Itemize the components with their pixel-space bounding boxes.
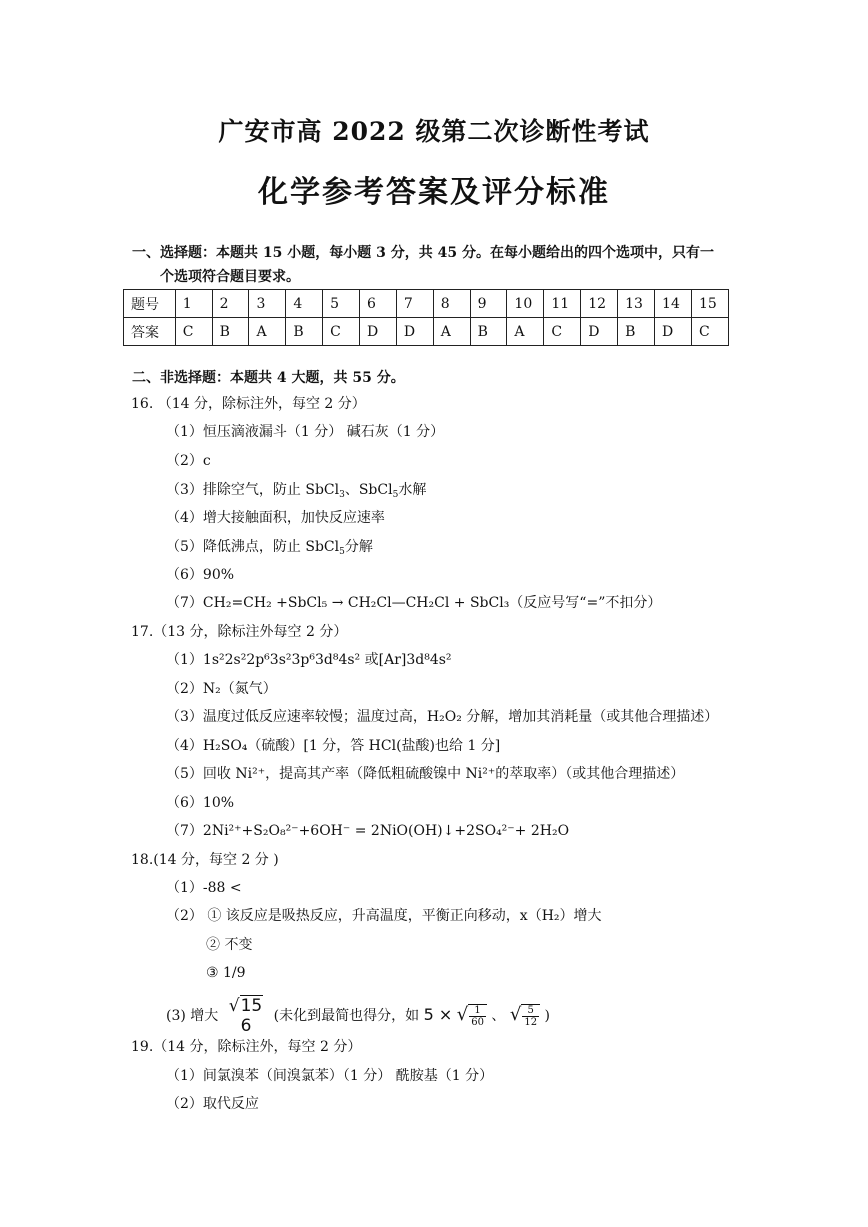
q18-answer-2-2: ② 不变 bbox=[206, 937, 253, 953]
q18-a3-label: (3) 增大 bbox=[166, 1008, 219, 1024]
section2-heading: 二、非选择题：本题共 4 大题，共 55 分。 bbox=[132, 370, 405, 386]
answer-cell: B bbox=[212, 318, 249, 346]
q19-heading: 19.（14 分，除标注外，每空 2 分） bbox=[131, 1039, 362, 1055]
q18-a3-note: (未化到最简也得分，如 bbox=[273, 1008, 420, 1024]
row-label-number: 题号 bbox=[124, 290, 176, 318]
q16-answer-6: （6）90% bbox=[166, 567, 235, 583]
fraction-denominator: 6 bbox=[240, 1016, 252, 1036]
q16-a3-text: 水解 bbox=[398, 482, 427, 498]
answer-cell: D bbox=[396, 318, 433, 346]
answer-table bbox=[123, 289, 729, 346]
answer-cell: C bbox=[323, 318, 360, 346]
section1-heading-line1: 一、选择题：本题共 15 小题，每小题 3 分，共 45 分。在每小题给出的四个选项中，只有一 bbox=[132, 245, 714, 261]
q17-heading: 17.（13 分，除标注外每空 2 分） bbox=[131, 624, 348, 640]
q16-a3-text: （3）排除空气，防止 SbCl bbox=[166, 482, 340, 498]
document-subtitle: 化学参考答案及评分标准 bbox=[258, 175, 610, 210]
q17-answer-5: （5）回收 Ni²⁺，提高其产率（降低粗硫酸镍中 Ni²⁺的萃取率）（或其他合理描述） bbox=[166, 766, 685, 782]
q16-heading: 16. （14 分，除标注外，每空 2 分） bbox=[131, 396, 366, 412]
question-number: 4 bbox=[286, 290, 323, 318]
separator: 、 bbox=[491, 1008, 506, 1024]
fraction-denominator: 60 bbox=[471, 1017, 484, 1028]
radicand: 15 bbox=[240, 996, 263, 1016]
question-number: 7 bbox=[396, 290, 433, 318]
answer-cell: B bbox=[286, 318, 323, 346]
q17-answer-7: （7）2Ni²⁺+S₂O₈²⁻+6OH⁻ = 2NiO(OH)↓+2SO₄²⁻+ 2H₂O bbox=[166, 823, 570, 839]
question-number: 12 bbox=[581, 290, 618, 318]
small-fraction bbox=[521, 1004, 540, 1028]
question-number: 6 bbox=[360, 290, 397, 318]
exam-title: 广安市高 2022 级第二次诊断性考试 bbox=[218, 117, 650, 146]
answer-cell: A bbox=[433, 318, 470, 346]
q19-answer-1: （1）间氯溴苯（间溴氯苯）（1 分） 酰胺基（1 分） bbox=[166, 1068, 494, 1084]
question-number: 8 bbox=[433, 290, 470, 318]
question-number: 3 bbox=[249, 290, 286, 318]
subscript: 5 bbox=[339, 547, 345, 557]
sqrt-fraction bbox=[229, 996, 263, 1036]
answer-cell: C bbox=[544, 318, 581, 346]
q18-answer-2-3: ③ 1/9 bbox=[206, 965, 246, 981]
q17-answer-4: （4）H₂SO₄（硫酸）[1 分，答 HCl(盐酸)也给 1 分] bbox=[166, 738, 501, 754]
q16-answer-5 bbox=[166, 537, 373, 562]
q18-answer-3 bbox=[166, 990, 550, 1040]
question-number: 10 bbox=[507, 290, 544, 318]
answer-cell: D bbox=[360, 318, 397, 346]
q17-answer-2: （2）N₂（氮气） bbox=[166, 681, 277, 697]
table-row-answers bbox=[124, 318, 729, 346]
q17-answer-6: （6）10% bbox=[166, 795, 235, 811]
fraction-numerator: 5 bbox=[522, 1005, 539, 1017]
q19-answer-2: （2）取代反应 bbox=[166, 1096, 259, 1112]
q18-answer-1: （1）-88 < bbox=[166, 880, 242, 896]
q16-answer-1: （1）恒压滴液漏斗（1 分） 碱石灰（1 分） bbox=[166, 424, 445, 440]
sqrt-symbol-icon: √ bbox=[456, 1004, 469, 1025]
question-number: 2 bbox=[212, 290, 249, 318]
answer-cell: C bbox=[691, 318, 728, 346]
q18-answer-2-1: （2） ① 该反应是吸热反应，升高温度，平衡正向移动，x（H₂）增大 bbox=[166, 908, 602, 924]
answer-cell: A bbox=[249, 318, 286, 346]
small-fraction bbox=[468, 1004, 487, 1028]
subscript: 3 bbox=[339, 490, 345, 500]
answer-cell: B bbox=[618, 318, 655, 346]
answer-cell: D bbox=[581, 318, 618, 346]
row-label-answer: 答案 bbox=[124, 318, 176, 346]
q16-a3-text: 、SbCl bbox=[344, 482, 393, 498]
q16-answer-3 bbox=[166, 480, 426, 505]
answer-cell: B bbox=[470, 318, 507, 346]
q18-heading: 18.(14 分，每空 2 分 ) bbox=[131, 852, 279, 868]
question-number: 11 bbox=[544, 290, 581, 318]
example-coefficient: 5 × bbox=[423, 1005, 453, 1024]
subscript: 5 bbox=[392, 490, 399, 500]
question-number: 9 bbox=[470, 290, 507, 318]
close-paren: ) bbox=[544, 1008, 550, 1024]
fraction-denominator: 12 bbox=[524, 1017, 538, 1028]
question-number: 5 bbox=[323, 290, 360, 318]
answer-cell: C bbox=[175, 318, 212, 346]
q16-answer-2: （2）c bbox=[166, 453, 211, 469]
section1-heading bbox=[132, 241, 742, 289]
table-row-numbers bbox=[124, 290, 729, 318]
fraction-numerator: 1 bbox=[469, 1005, 486, 1017]
q17-answer-3: （3）温度过低反应速率较慢；温度过高，H₂O₂ 分解，增加其消耗量（或其他合理描述） bbox=[166, 709, 719, 725]
question-number: 15 bbox=[691, 290, 728, 318]
sqrt-symbol-icon: √ bbox=[509, 1004, 522, 1025]
answer-cell: D bbox=[655, 318, 692, 346]
q16-answer-7: （7）CH₂=CH₂ +SbCl₅ → CH₂Cl—CH₂Cl + SbCl₃（反应号写“=”不扣分） bbox=[166, 595, 662, 611]
q16-answer-4: （4）增大接触面积，加快反应速率 bbox=[166, 510, 385, 526]
q17-answer-1: （1）1s²2s²2p⁶3s²3p⁶3d⁸4s² 或[Ar]3d⁸4s² bbox=[166, 652, 452, 668]
q16-a5-text: 分解 bbox=[344, 539, 373, 555]
question-number: 1 bbox=[175, 290, 212, 318]
answer-cell: A bbox=[507, 318, 544, 346]
q16-a5-text: （5）降低沸点，防止 SbCl bbox=[166, 539, 340, 555]
question-number: 14 bbox=[655, 290, 692, 318]
question-number: 13 bbox=[618, 290, 655, 318]
section1-heading-line2: 个选项符合题目要求。 bbox=[160, 269, 300, 285]
fraction-numerator: √15 bbox=[228, 996, 263, 1016]
